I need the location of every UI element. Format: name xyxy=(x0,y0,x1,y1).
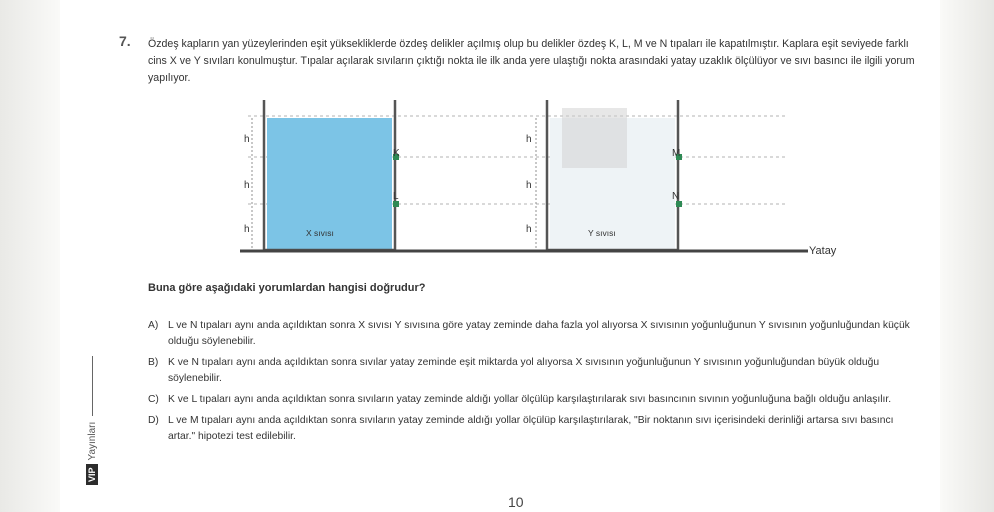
h-label-x-bottom: h xyxy=(244,224,250,235)
publisher-rule xyxy=(92,356,93,416)
experiment-diagram xyxy=(200,100,840,265)
question-stem: Özdeş kapların yan yüzeylerinden eşit yüksekliklerde özdeş delikler açılmış olup bu delikler özdeş K, L, M ve N tıpaları ile kapatılmıştır. Kaplara eşit seviyede farklı cins X ve Y sıvıları konulmuştur. Tıpalar açılarak sıvıların çıktığı nokta ile ilk anda yere ulaştığı nokta arasındaki yatay uzaklık ölçülüyor ve sıvı basıncı ile ilgili yorum yapılıyor. xyxy=(148,38,915,84)
option-letter: A) xyxy=(148,320,159,331)
page-number: 10 xyxy=(508,494,524,510)
background-smudge xyxy=(562,108,627,168)
h-label-y-top: h xyxy=(526,134,532,145)
option-text: L ve N tıpaları aynı anda açıldıktan sonra X sıvısı Y sıvısına göre yatay zeminde daha fazla yol alıyorsa X sıvısının yoğunluğunun Y sıvısının yoğunluğundan küçük olduğu söylenebilir. xyxy=(168,320,910,347)
label-l: L xyxy=(393,191,399,202)
label-k: K xyxy=(393,148,400,159)
option-a[interactable] xyxy=(148,318,923,350)
liquid-y-label: Y sıvısı xyxy=(588,228,616,238)
h-label-y-mid: h xyxy=(526,180,532,191)
option-letter: B) xyxy=(148,357,159,368)
liquid-x-label: X sıvısı xyxy=(306,228,334,238)
publisher-mark xyxy=(82,395,100,485)
option-text: L ve M tıpaları aynı anda açıldıktan sonra sıvıların yatay zeminde aldığı yollar ölçülüp karşılaştırılarak, "Bir noktanın sıvı içerisindeki derinliği artarsa sıvı basıncı artar." hipotezi test edilebilir. xyxy=(168,415,894,442)
question-prompt: Buna göre aşağıdaki yorumlardan hangisi doğrudur? xyxy=(148,282,426,294)
option-letter: D) xyxy=(148,415,159,426)
ground-label: Yatay xyxy=(809,245,837,257)
option-letter: C) xyxy=(148,394,159,405)
answer-options xyxy=(148,318,923,450)
left-margin xyxy=(0,0,60,512)
publisher-name: Yayınları xyxy=(87,421,98,461)
option-b[interactable] xyxy=(148,355,923,387)
option-text: K ve L tıpaları aynı anda açıldıktan sonra sıvıların yatay zeminde aldığı yollar ölçülüp karşılaştırılarak sıvı basıncının sıvının yoğunluğuna bağlı olduğu anlaşılır. xyxy=(168,394,892,405)
question-number: 7. xyxy=(119,33,131,49)
option-d[interactable] xyxy=(148,413,923,445)
label-n: N xyxy=(672,191,680,202)
option-c[interactable] xyxy=(148,392,923,408)
right-margin xyxy=(940,0,994,512)
publisher-badge: VIP xyxy=(86,464,98,485)
h-label-x-mid: h xyxy=(244,180,250,191)
option-text: K ve N tıpaları aynı anda açıldıktan sonra sıvılar yatay zeminde eşit miktarda yol alıyorsa X sıvısının yoğunluğunun Y sıvısının yoğunluğundan büyük olduğu söylenebilir. xyxy=(168,357,880,384)
h-label-y-bottom: h xyxy=(526,224,532,235)
label-m: M xyxy=(672,148,681,159)
h-label-x-top: h xyxy=(244,134,250,145)
